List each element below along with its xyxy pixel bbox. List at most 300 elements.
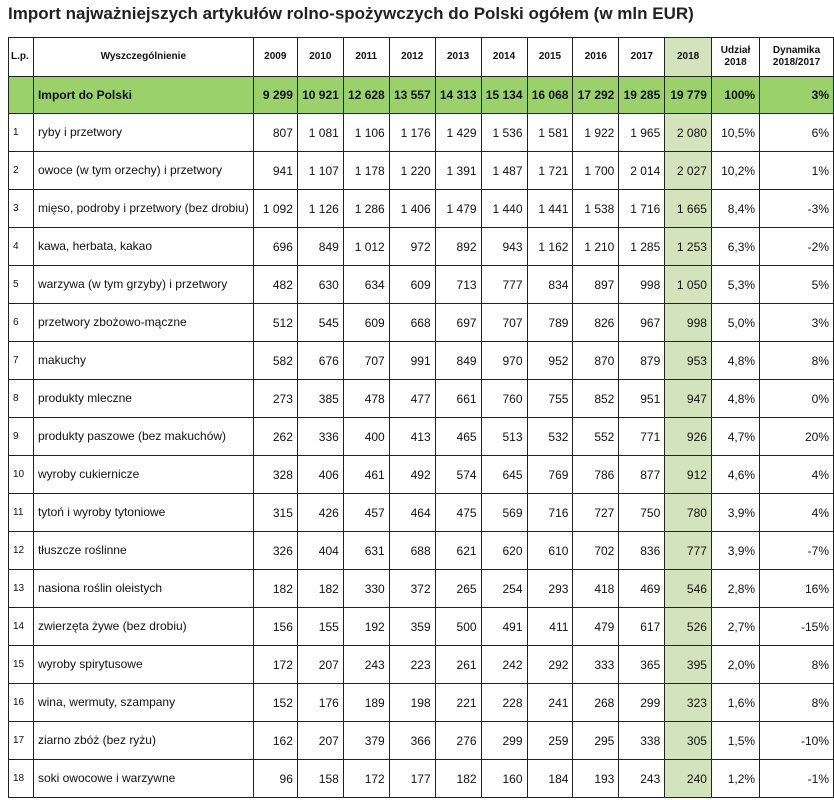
- row-value-cell: 1 665: [665, 190, 712, 228]
- row-value-cell: 1 721: [527, 152, 573, 190]
- row-lp-cell: 15: [9, 646, 34, 684]
- row-value-cell: 780: [665, 494, 712, 532]
- row-value-cell: 849: [297, 228, 343, 266]
- row-lp-cell: 13: [9, 570, 34, 608]
- row-share-cell: 1,5%: [711, 722, 759, 760]
- row-value-cell: 198: [389, 684, 435, 722]
- row-value-cell: 315: [253, 494, 297, 532]
- row-value-cell: 1 286: [343, 190, 389, 228]
- row-value-cell: 697: [435, 304, 481, 342]
- row-dynamics-cell: -10%: [760, 722, 834, 760]
- header-year: 2010: [297, 38, 343, 77]
- row-value-cell: 707: [481, 304, 527, 342]
- row-value-cell: 268: [573, 684, 619, 722]
- row-value-cell: 359: [389, 608, 435, 646]
- row-value-cell: 1 487: [481, 152, 527, 190]
- total-share-cell: 100%: [711, 77, 759, 114]
- row-value-cell: 668: [389, 304, 435, 342]
- row-value-cell: 879: [619, 342, 665, 380]
- row-value-cell: 254: [481, 570, 527, 608]
- row-value-cell: 897: [573, 266, 619, 304]
- row-name-cell: nasiona roślin oleistych: [33, 570, 253, 608]
- header-share: Udział 2018: [711, 38, 759, 77]
- header-year: 2009: [253, 38, 297, 77]
- row-value-cell: 240: [665, 760, 712, 798]
- row-value-cell: 464: [389, 494, 435, 532]
- row-dynamics-cell: 4%: [760, 494, 834, 532]
- total-value-cell: 10 921: [297, 77, 343, 114]
- table-row: [9, 304, 834, 342]
- row-value-cell: 826: [573, 304, 619, 342]
- row-value-cell: 189: [343, 684, 389, 722]
- row-share-cell: 3,9%: [711, 532, 759, 570]
- row-value-cell: 492: [389, 456, 435, 494]
- row-share-cell: 5,0%: [711, 304, 759, 342]
- row-share-cell: 4,8%: [711, 380, 759, 418]
- row-value-cell: 807: [253, 114, 297, 152]
- row-name-cell: wina, wermuty, szampany: [33, 684, 253, 722]
- row-value-cell: 609: [389, 266, 435, 304]
- row-value-cell: 223: [389, 646, 435, 684]
- row-value-cell: 336: [297, 418, 343, 456]
- row-value-cell: 912: [665, 456, 712, 494]
- row-dynamics-cell: 4%: [760, 456, 834, 494]
- row-share-cell: 2,7%: [711, 608, 759, 646]
- row-value-cell: 696: [253, 228, 297, 266]
- row-dynamics-cell: 1%: [760, 152, 834, 190]
- row-name-cell: produkty paszowe (bez makuchów): [33, 418, 253, 456]
- row-value-cell: 96: [253, 760, 297, 798]
- row-value-cell: 295: [573, 722, 619, 760]
- row-value-cell: 1 210: [573, 228, 619, 266]
- table-row: [9, 532, 834, 570]
- row-value-cell: 156: [253, 608, 297, 646]
- row-value-cell: 1 092: [253, 190, 297, 228]
- total-value-cell: 16 068: [527, 77, 573, 114]
- row-value-cell: 1 440: [481, 190, 527, 228]
- row-value-cell: 328: [253, 456, 297, 494]
- row-value-cell: 276: [435, 722, 481, 760]
- row-dynamics-cell: -3%: [760, 190, 834, 228]
- row-dynamics-cell: -7%: [760, 532, 834, 570]
- import-table: [8, 37, 834, 798]
- row-value-cell: 953: [665, 342, 712, 380]
- page-title: Import najważniejszych artykułów rolno-spożywczych do Polski ogółem (w mln EUR): [8, 4, 694, 23]
- table-row: [9, 722, 834, 760]
- row-value-cell: 545: [297, 304, 343, 342]
- total-value-cell: 19 285: [619, 77, 665, 114]
- row-value-cell: 243: [343, 646, 389, 684]
- row-share-cell: 10,2%: [711, 152, 759, 190]
- row-name-cell: produkty mleczne: [33, 380, 253, 418]
- row-value-cell: 569: [481, 494, 527, 532]
- row-value-cell: 273: [253, 380, 297, 418]
- total-value-cell: 17 292: [573, 77, 619, 114]
- row-share-cell: 2,0%: [711, 646, 759, 684]
- row-share-cell: 2,8%: [711, 570, 759, 608]
- row-lp-cell: 6: [9, 304, 34, 342]
- table-row: [9, 152, 834, 190]
- row-value-cell: 727: [573, 494, 619, 532]
- row-value-cell: 1 922: [573, 114, 619, 152]
- table-row: [9, 228, 834, 266]
- row-lp-cell: 18: [9, 760, 34, 798]
- row-value-cell: 418: [573, 570, 619, 608]
- row-lp-cell: 4: [9, 228, 34, 266]
- row-name-cell: mięso, podroby i przetwory (bez drobiu): [33, 190, 253, 228]
- row-value-cell: 491: [481, 608, 527, 646]
- row-value-cell: 478: [343, 380, 389, 418]
- row-value-cell: 1 538: [573, 190, 619, 228]
- header-year: 2011: [343, 38, 389, 77]
- row-value-cell: 970: [481, 342, 527, 380]
- row-value-cell: 1 220: [389, 152, 435, 190]
- row-value-cell: 707: [343, 342, 389, 380]
- row-value-cell: 941: [253, 152, 297, 190]
- header-dynamics: Dynamika 2018/2017: [760, 38, 834, 77]
- row-value-cell: 228: [481, 684, 527, 722]
- row-value-cell: 1 441: [527, 190, 573, 228]
- row-value-cell: 176: [297, 684, 343, 722]
- row-value-cell: 152: [253, 684, 297, 722]
- total-row: [9, 77, 834, 114]
- row-value-cell: 661: [435, 380, 481, 418]
- row-value-cell: 849: [435, 342, 481, 380]
- row-value-cell: 323: [665, 684, 712, 722]
- header-year: 2017: [619, 38, 665, 77]
- row-value-cell: 1 536: [481, 114, 527, 152]
- row-lp-cell: 12: [9, 532, 34, 570]
- row-value-cell: 160: [481, 760, 527, 798]
- row-value-cell: 777: [481, 266, 527, 304]
- row-value-cell: 972: [389, 228, 435, 266]
- row-dynamics-cell: 8%: [760, 342, 834, 380]
- row-name-cell: ryby i przetwory: [33, 114, 253, 152]
- row-value-cell: 1 716: [619, 190, 665, 228]
- row-lp-cell: 1: [9, 114, 34, 152]
- row-value-cell: 2 080: [665, 114, 712, 152]
- header-year-highlight: 2018: [665, 38, 712, 77]
- row-value-cell: 546: [665, 570, 712, 608]
- row-value-cell: 155: [297, 608, 343, 646]
- row-value-cell: 789: [527, 304, 573, 342]
- row-value-cell: 242: [481, 646, 527, 684]
- row-value-cell: 630: [297, 266, 343, 304]
- row-value-cell: 338: [619, 722, 665, 760]
- row-value-cell: 500: [435, 608, 481, 646]
- table-row: [9, 608, 834, 646]
- table-row: [9, 380, 834, 418]
- row-name-cell: kawa, herbata, kakao: [33, 228, 253, 266]
- row-name-cell: przetwory zbożowo-mączne: [33, 304, 253, 342]
- row-value-cell: 688: [389, 532, 435, 570]
- row-dynamics-cell: 5%: [760, 266, 834, 304]
- row-name-cell: tłuszcze roślinne: [33, 532, 253, 570]
- row-value-cell: 400: [343, 418, 389, 456]
- row-value-cell: 512: [253, 304, 297, 342]
- row-share-cell: 1,6%: [711, 684, 759, 722]
- header-year: 2016: [573, 38, 619, 77]
- row-value-cell: 193: [573, 760, 619, 798]
- row-dynamics-cell: 0%: [760, 380, 834, 418]
- row-value-cell: 182: [297, 570, 343, 608]
- row-value-cell: 645: [481, 456, 527, 494]
- row-name-cell: tytoń i wyroby tytoniowe: [33, 494, 253, 532]
- header-name: Wyszczególnienie: [33, 38, 253, 77]
- row-value-cell: 1 107: [297, 152, 343, 190]
- row-value-cell: 1 429: [435, 114, 481, 152]
- row-value-cell: 1 700: [573, 152, 619, 190]
- row-value-cell: 870: [573, 342, 619, 380]
- table-row: [9, 266, 834, 304]
- row-value-cell: 192: [343, 608, 389, 646]
- row-value-cell: 1 479: [435, 190, 481, 228]
- row-value-cell: 184: [527, 760, 573, 798]
- row-dynamics-cell: 8%: [760, 646, 834, 684]
- row-share-cell: 1,2%: [711, 760, 759, 798]
- row-value-cell: 702: [573, 532, 619, 570]
- row-lp-cell: 10: [9, 456, 34, 494]
- row-value-cell: 892: [435, 228, 481, 266]
- row-value-cell: 926: [665, 418, 712, 456]
- row-lp-cell: 2: [9, 152, 34, 190]
- row-value-cell: 760: [481, 380, 527, 418]
- row-value-cell: 243: [619, 760, 665, 798]
- row-value-cell: 877: [619, 456, 665, 494]
- row-value-cell: 330: [343, 570, 389, 608]
- row-value-cell: 221: [435, 684, 481, 722]
- table-row: [9, 646, 834, 684]
- row-value-cell: 326: [253, 532, 297, 570]
- row-lp-cell: 9: [9, 418, 34, 456]
- row-value-cell: 532: [527, 418, 573, 456]
- row-name-cell: zwierzęta żywe (bez drobiu): [33, 608, 253, 646]
- row-value-cell: 259: [527, 722, 573, 760]
- row-value-cell: 413: [389, 418, 435, 456]
- row-value-cell: 457: [343, 494, 389, 532]
- row-share-cell: 5,3%: [711, 266, 759, 304]
- row-share-cell: 10,5%: [711, 114, 759, 152]
- row-value-cell: 1 391: [435, 152, 481, 190]
- row-value-cell: 241: [527, 684, 573, 722]
- table-row: [9, 456, 834, 494]
- row-value-cell: 967: [619, 304, 665, 342]
- row-value-cell: 207: [297, 722, 343, 760]
- row-value-cell: 465: [435, 418, 481, 456]
- row-value-cell: 162: [253, 722, 297, 760]
- row-lp-cell: 14: [9, 608, 34, 646]
- row-value-cell: 411: [527, 608, 573, 646]
- row-value-cell: 406: [297, 456, 343, 494]
- row-value-cell: 750: [619, 494, 665, 532]
- row-value-cell: 305: [665, 722, 712, 760]
- row-lp-cell: 11: [9, 494, 34, 532]
- row-value-cell: 482: [253, 266, 297, 304]
- row-value-cell: 333: [573, 646, 619, 684]
- row-dynamics-cell: 6%: [760, 114, 834, 152]
- row-value-cell: 461: [343, 456, 389, 494]
- row-value-cell: 182: [253, 570, 297, 608]
- row-lp-cell: 16: [9, 684, 34, 722]
- row-value-cell: 1 285: [619, 228, 665, 266]
- row-dynamics-cell: 20%: [760, 418, 834, 456]
- row-value-cell: 1 253: [665, 228, 712, 266]
- row-value-cell: 182: [435, 760, 481, 798]
- row-value-cell: 755: [527, 380, 573, 418]
- row-value-cell: 1 406: [389, 190, 435, 228]
- row-lp-cell: 17: [9, 722, 34, 760]
- row-value-cell: 620: [481, 532, 527, 570]
- row-value-cell: 372: [389, 570, 435, 608]
- row-value-cell: 299: [619, 684, 665, 722]
- table-header-row: [9, 38, 834, 77]
- row-value-cell: 582: [253, 342, 297, 380]
- row-value-cell: 991: [389, 342, 435, 380]
- row-value-cell: 299: [481, 722, 527, 760]
- total-lp-cell: [9, 77, 34, 114]
- row-value-cell: 716: [527, 494, 573, 532]
- row-value-cell: 998: [619, 266, 665, 304]
- row-value-cell: 769: [527, 456, 573, 494]
- row-value-cell: 292: [527, 646, 573, 684]
- row-dynamics-cell: 8%: [760, 684, 834, 722]
- row-value-cell: 172: [253, 646, 297, 684]
- header-year: 2014: [481, 38, 527, 77]
- header-year: 2012: [389, 38, 435, 77]
- table-row: [9, 190, 834, 228]
- row-value-cell: 617: [619, 608, 665, 646]
- row-name-cell: ziarno zbóż (bez ryżu): [33, 722, 253, 760]
- row-value-cell: 1 012: [343, 228, 389, 266]
- row-value-cell: 998: [665, 304, 712, 342]
- total-value-cell: 12 628: [343, 77, 389, 114]
- row-value-cell: 947: [665, 380, 712, 418]
- row-value-cell: 366: [389, 722, 435, 760]
- row-value-cell: 610: [527, 532, 573, 570]
- row-lp-cell: 7: [9, 342, 34, 380]
- row-value-cell: 475: [435, 494, 481, 532]
- row-value-cell: 479: [573, 608, 619, 646]
- row-share-cell: 8,4%: [711, 190, 759, 228]
- row-value-cell: 1 176: [389, 114, 435, 152]
- row-value-cell: 469: [619, 570, 665, 608]
- row-value-cell: 834: [527, 266, 573, 304]
- row-lp-cell: 3: [9, 190, 34, 228]
- row-value-cell: 1 126: [297, 190, 343, 228]
- row-value-cell: 172: [343, 760, 389, 798]
- row-value-cell: 262: [253, 418, 297, 456]
- row-value-cell: 634: [343, 266, 389, 304]
- table-row: [9, 114, 834, 152]
- row-share-cell: 3,9%: [711, 494, 759, 532]
- row-value-cell: 676: [297, 342, 343, 380]
- row-name-cell: owoce (w tym orzechy) i przetwory: [33, 152, 253, 190]
- row-value-cell: 1 581: [527, 114, 573, 152]
- row-value-cell: 943: [481, 228, 527, 266]
- row-value-cell: 379: [343, 722, 389, 760]
- row-value-cell: 426: [297, 494, 343, 532]
- table-row: [9, 570, 834, 608]
- row-value-cell: 621: [435, 532, 481, 570]
- table-row: [9, 342, 834, 380]
- total-value-cell: 13 557: [389, 77, 435, 114]
- row-lp-cell: 5: [9, 266, 34, 304]
- row-value-cell: 265: [435, 570, 481, 608]
- total-name-cell: Import do Polski: [33, 77, 253, 114]
- row-value-cell: 385: [297, 380, 343, 418]
- header-year: 2015: [527, 38, 573, 77]
- table-row: [9, 760, 834, 798]
- row-value-cell: 395: [665, 646, 712, 684]
- header-lp: L.p.: [9, 38, 34, 77]
- row-value-cell: 609: [343, 304, 389, 342]
- row-value-cell: 574: [435, 456, 481, 494]
- row-name-cell: warzywa (w tym grzyby) i przetwory: [33, 266, 253, 304]
- row-value-cell: 631: [343, 532, 389, 570]
- row-value-cell: 2 014: [619, 152, 665, 190]
- row-value-cell: 513: [481, 418, 527, 456]
- row-share-cell: 6,3%: [711, 228, 759, 266]
- row-name-cell: wyroby spirytusowe: [33, 646, 253, 684]
- row-value-cell: 261: [435, 646, 481, 684]
- row-value-cell: 526: [665, 608, 712, 646]
- row-dynamics-cell: -15%: [760, 608, 834, 646]
- row-value-cell: 951: [619, 380, 665, 418]
- row-dynamics-cell: 3%: [760, 304, 834, 342]
- row-value-cell: 1 081: [297, 114, 343, 152]
- total-value-cell: 19 779: [665, 77, 712, 114]
- row-value-cell: 1 106: [343, 114, 389, 152]
- row-value-cell: 836: [619, 532, 665, 570]
- row-value-cell: 1 162: [527, 228, 573, 266]
- row-share-cell: 4,6%: [711, 456, 759, 494]
- row-name-cell: makuchy: [33, 342, 253, 380]
- row-value-cell: 1 050: [665, 266, 712, 304]
- table-row: [9, 684, 834, 722]
- row-value-cell: 1 178: [343, 152, 389, 190]
- row-name-cell: wyroby cukiernicze: [33, 456, 253, 494]
- row-name-cell: soki owocowe i warzywne: [33, 760, 253, 798]
- table-row: [9, 494, 834, 532]
- row-value-cell: 404: [297, 532, 343, 570]
- total-dynamics-cell: 3%: [760, 77, 834, 114]
- row-dynamics-cell: 16%: [760, 570, 834, 608]
- row-value-cell: 713: [435, 266, 481, 304]
- row-value-cell: 2 027: [665, 152, 712, 190]
- row-value-cell: 207: [297, 646, 343, 684]
- row-value-cell: 777: [665, 532, 712, 570]
- row-dynamics-cell: -2%: [760, 228, 834, 266]
- row-dynamics-cell: -1%: [760, 760, 834, 798]
- row-value-cell: 852: [573, 380, 619, 418]
- row-value-cell: 365: [619, 646, 665, 684]
- total-value-cell: 14 313: [435, 77, 481, 114]
- row-value-cell: 952: [527, 342, 573, 380]
- row-value-cell: 477: [389, 380, 435, 418]
- row-value-cell: 177: [389, 760, 435, 798]
- row-lp-cell: 8: [9, 380, 34, 418]
- header-year: 2013: [435, 38, 481, 77]
- table-row: [9, 418, 834, 456]
- total-value-cell: 9 299: [253, 77, 297, 114]
- row-value-cell: 552: [573, 418, 619, 456]
- row-value-cell: 293: [527, 570, 573, 608]
- row-value-cell: 786: [573, 456, 619, 494]
- row-value-cell: 158: [297, 760, 343, 798]
- row-share-cell: 4,7%: [711, 418, 759, 456]
- row-share-cell: 4,8%: [711, 342, 759, 380]
- row-value-cell: 771: [619, 418, 665, 456]
